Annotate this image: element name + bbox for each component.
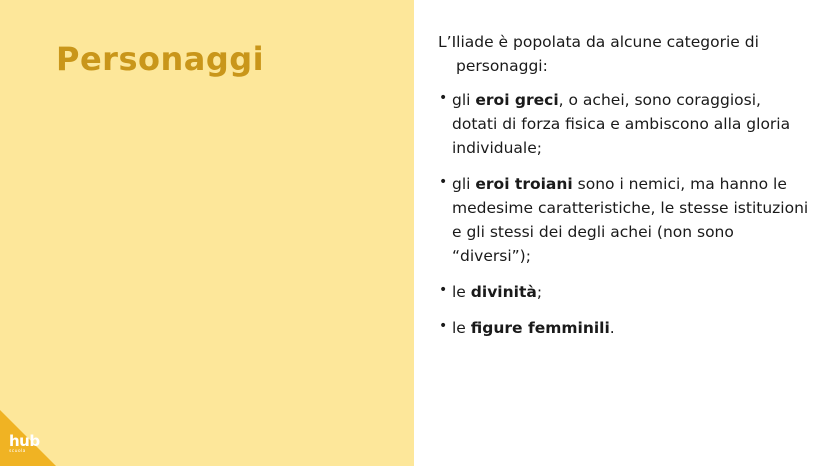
list-item [438,280,810,304]
logo-wordmark: hub [9,431,40,450]
list-item-text-bold: figure femminili [470,319,610,338]
list-item-text-post: ; [536,283,543,302]
page-title: Personaggi [56,40,265,78]
logo-tagline: scuola [9,448,26,454]
intro-paragraph: L’Iliade è popolata da alcune categorie di personaggi: [438,33,759,76]
list-item-text-pre: le [452,319,471,338]
character-categories-list [438,88,810,340]
list-item-text-post: sono i nemici, ma hanno le medesime caratteristiche, le stesse istituzioni e gli stessi dei degli achei (non sono “diversi”); [452,175,809,266]
list-item-text-post: . [609,319,615,338]
list-item-text-pre: gli [452,175,476,194]
list-item-text-bold: eroi greci [475,91,559,110]
list-item-text-post: , o achei, sono coraggiosi, dotati di forza fisica e ambiscono alla gloria individuale; [452,91,791,158]
list-item-text-bold: divinità [470,283,537,302]
list-item-text-bold: eroi troiani [475,175,573,194]
list-item-text-pre: le [452,283,471,302]
hub-logo [9,431,40,455]
slide-body [438,30,810,340]
list-item [438,88,810,160]
list-item-text-pre: gli [452,91,476,110]
list-item [438,172,810,268]
list-item [438,316,810,340]
